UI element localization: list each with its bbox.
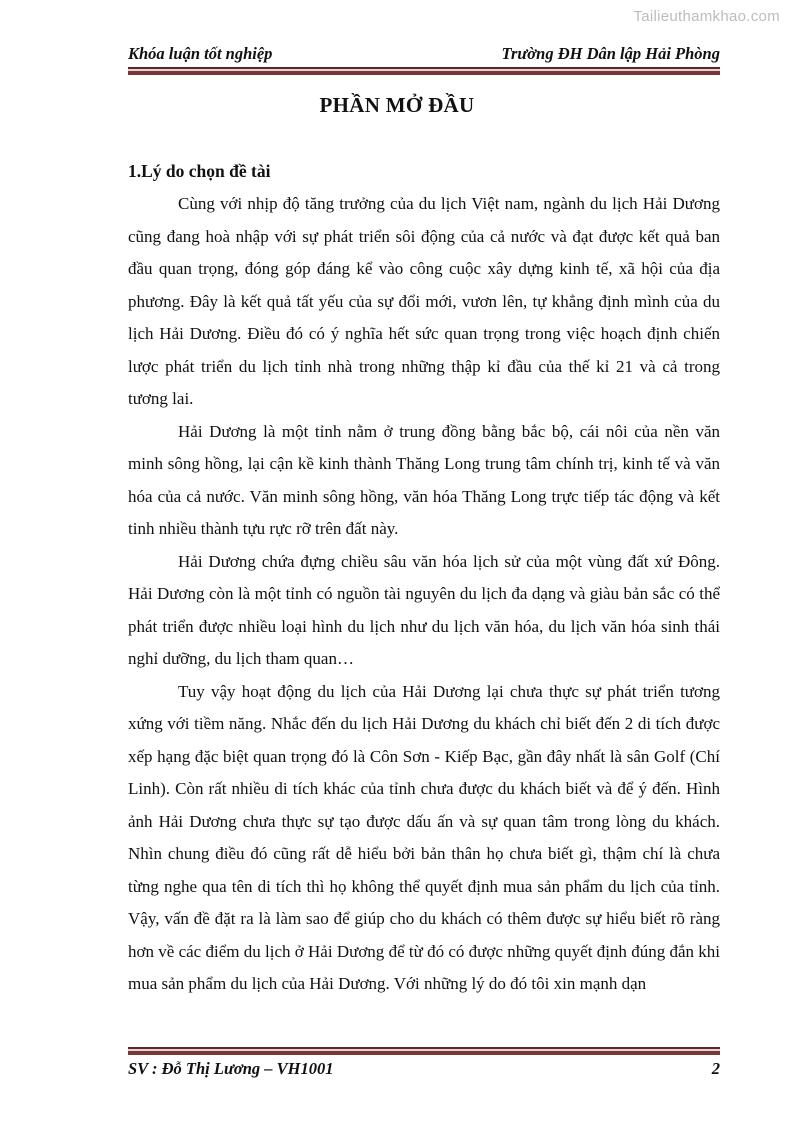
- page-footer: [128, 1044, 720, 1079]
- page-header: [128, 44, 720, 75]
- paragraph: Tuy vậy hoạt động du lịch của Hải Dương lại chưa thực sự phát triển tương xứng với tiềm năng. Nhắc đến du lịch Hải Dương du khách chỉ biết đến 2 di tích được xếp hạng đặc biệt quan trọng đó là Côn Sơn - Kiếp Bạc, gần đây nhất là sân Golf (Chí Linh). Còn rất nhiều di tích khác của tỉnh chưa được du khách biết và để ý đến. Hình ảnh Hải Dương chưa thực sự tạo được dấu ấn và sự quan tâm trong lòng du khách. Nhìn chung điều đó cũng rất dễ hiểu bởi bản thân họ chưa biết gì, thậm chí là chưa từng nghe qua tên di tích thì họ không thể quyết định mua sản phẩm du lịch của tỉnh. Vậy, vấn đề đặt ra là làm sao để giúp cho du khách có thêm được sự hiểu biết rõ ràng hơn về các điểm du lịch ở Hải Dương để từ đó có được những quyết định đúng đắn khi mua sản phẩm du lịch của Hải Dương. Với những lý do đó tôi xin mạnh dạn: [128, 681, 720, 993]
- paragraph: Hải Dương chứa đựng chiều sâu văn hóa lịch sử của một vùng đất xứ Đông. Hải Dương còn là một tỉnh có nguồn tài nguyên du lịch đa dạng và giàu bản sắc có thể phát triển được nhiều loại hình du lịch như du lịch văn hóa, du lịch văn hóa sinh thái nghỉ dưỡng, du lịch tham quan…: [128, 551, 720, 668]
- page-number: 2: [711, 1059, 720, 1078]
- header-left-text: Khóa luận tốt nghiệp: [128, 44, 273, 63]
- header-rule: [128, 67, 720, 75]
- page-title: PHẦN MỞ ĐẦU: [319, 93, 475, 117]
- body-paragraphs: [128, 188, 720, 1001]
- watermark: Tailieuthamkhao.com: [633, 8, 780, 25]
- document-body: [128, 155, 720, 1001]
- paragraph: Cùng với nhịp độ tăng trưởng của du lịch Việt nam, ngành du lịch Hải Dương cũng đang hoà nhập với sự phát triển sôi động của cả nước và đạt được kết quả ban đầu quan trọng, đóng góp đáng kể vào công cuộc xây dựng kinh tế, xã hội của địa phương. Đây là kết quả tất yếu của sự đổi mới, vươn lên, tự khẳng định mình của du lịch Hải Dương. Điều đó có ý nghĩa hết sức quan trọng trong việc hoạch định chiến lược phát triển du lịch tỉnh nhà trong những thập kỉ đầu của thế kỉ 21 và cả trong tương lai.: [128, 194, 720, 408]
- paragraph: Hải Dương là một tỉnh nằm ở trung đồng bằng bắc bộ, cái nôi của nền văn minh sông hồng, lại cận kề kinh thành Thăng Long trung tâm chính trị, kinh tế và văn hóa của cả nước. Văn minh sông hồng, văn hóa Thăng Long trực tiếp tác động và kết tinh nhiều thành tựu rực rỡ trên đất này.: [128, 421, 720, 538]
- section-heading: 1.Lý do chọn đề tài: [128, 161, 271, 181]
- footer-author: SV : Đỗ Thị Lương – VH1001: [128, 1059, 334, 1078]
- footer-rule: [128, 1047, 720, 1055]
- header-right-text: Trường ĐH Dân lập Hải Phòng: [501, 44, 720, 63]
